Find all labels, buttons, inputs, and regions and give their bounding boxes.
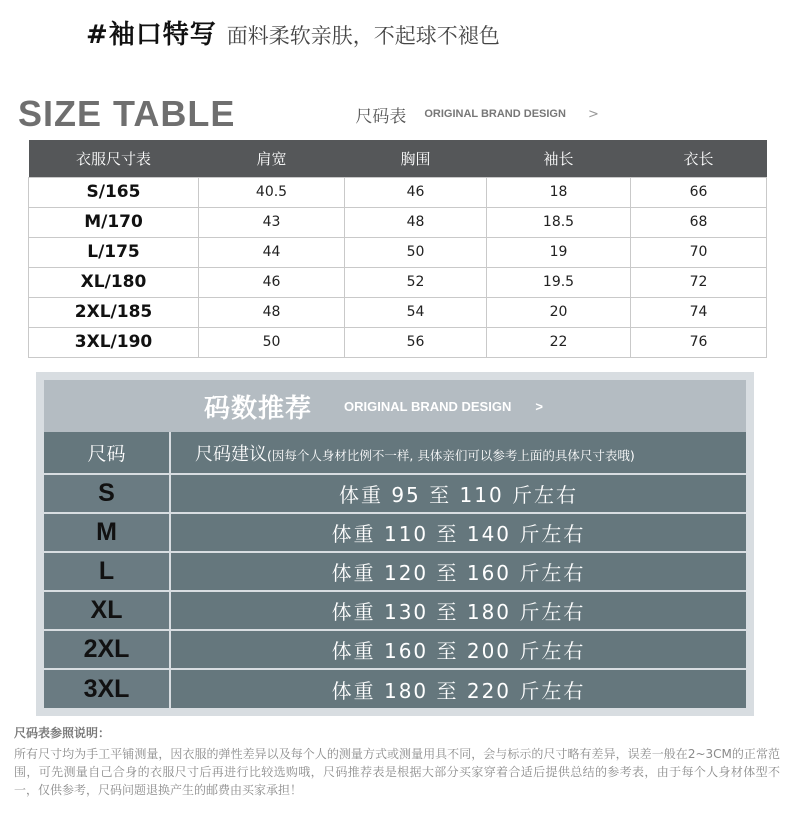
table-row bbox=[29, 297, 767, 327]
table-cell: 68 bbox=[631, 207, 767, 237]
column-header: 肩宽 bbox=[199, 140, 345, 177]
table-row bbox=[44, 513, 746, 552]
table-cell: 56 bbox=[345, 327, 487, 357]
chevron-right-icon: > bbox=[535, 398, 543, 414]
column-header: 袖长 bbox=[487, 140, 631, 177]
size-cell: L bbox=[44, 552, 170, 591]
size-cell: XL bbox=[44, 591, 170, 630]
table-cell: 50 bbox=[345, 237, 487, 267]
recommendation-title: 码数推荐 bbox=[204, 393, 313, 424]
table-cell: 66 bbox=[631, 177, 767, 207]
size-table-brand: ORIGINAL BRAND DESIGN bbox=[424, 108, 566, 120]
table-row bbox=[44, 630, 746, 669]
table-cell: 40.5 bbox=[199, 177, 345, 207]
size-table-title-en: SIZE TABLE bbox=[18, 93, 236, 134]
size-cell: M bbox=[44, 513, 170, 552]
size-table-header-row bbox=[29, 140, 767, 177]
table-row bbox=[29, 327, 767, 357]
weight-range-cell: 体重 120 至 160 斤左右 bbox=[170, 552, 746, 591]
table-cell: 2XL/185 bbox=[29, 297, 199, 327]
table-cell: XL/180 bbox=[29, 267, 199, 297]
recommendation-table bbox=[44, 432, 746, 708]
size-table-heading bbox=[18, 92, 599, 136]
weight-range-cell: 体重 130 至 180 斤左右 bbox=[170, 591, 746, 630]
table-cell: 48 bbox=[199, 297, 345, 327]
notes-title: 尺码表参照说明： bbox=[14, 726, 111, 740]
table-cell: S/165 bbox=[29, 177, 199, 207]
recommendation-heading bbox=[44, 380, 746, 432]
advice-label: 尺码建议 bbox=[195, 443, 267, 465]
table-cell: 3XL/190 bbox=[29, 327, 199, 357]
table-cell: 46 bbox=[345, 177, 487, 207]
table-cell: 70 bbox=[631, 237, 767, 267]
table-cell: 52 bbox=[345, 267, 487, 297]
column-header: 尺码 bbox=[44, 432, 170, 474]
chevron-right-icon: > bbox=[587, 106, 599, 122]
column-header: 衣长 bbox=[631, 140, 767, 177]
table-row bbox=[29, 267, 767, 297]
weight-range-cell: 体重 180 至 220 斤左右 bbox=[170, 669, 746, 708]
table-cell: 20 bbox=[487, 297, 631, 327]
table-cell: M/170 bbox=[29, 207, 199, 237]
size-table bbox=[28, 140, 767, 358]
table-row bbox=[44, 552, 746, 591]
table-cell: 54 bbox=[345, 297, 487, 327]
table-row bbox=[29, 237, 767, 267]
table-cell: 46 bbox=[199, 267, 345, 297]
table-row bbox=[29, 177, 767, 207]
advice-note: (因每个人身材比例不一样, 具体亲们可以参考上面的具体尺寸表哦) bbox=[267, 447, 635, 463]
column-header: 衣服尺寸表 bbox=[29, 140, 199, 177]
table-cell: 44 bbox=[199, 237, 345, 267]
header bbox=[86, 14, 500, 54]
table-cell: 72 bbox=[631, 267, 767, 297]
table-cell: 48 bbox=[345, 207, 487, 237]
column-header: 胸围 bbox=[345, 140, 487, 177]
weight-range-cell: 体重 95 至 110 斤左右 bbox=[170, 474, 746, 513]
weight-range-cell: 体重 110 至 140 斤左右 bbox=[170, 513, 746, 552]
table-cell: 50 bbox=[199, 327, 345, 357]
header-title: #袖口特写 bbox=[86, 20, 217, 50]
notes-body: 所有尺寸均为手工平铺测量，因衣服的弹性差异以及每个人的测量方式或测量用具不同，会与标示的尺寸略有差异，误差一般在2~3CM的正常范围，可先测量自己合身的衣服尺寸后再进行比较选购哦，尺码推荐表是根据大部分买家穿着合适后提供总结的参考表，由于每个人身材体型不一，仅供参考，尺码问题退换产生的邮费由买家承担！ bbox=[14, 747, 780, 797]
table-row bbox=[44, 591, 746, 630]
recommendation-header-row bbox=[44, 432, 746, 474]
table-cell: 76 bbox=[631, 327, 767, 357]
size-cell: S bbox=[44, 474, 170, 513]
size-recommendation-panel bbox=[36, 372, 754, 716]
header-subtitle: 面料柔软亲肤，不起球不褪色 bbox=[226, 24, 500, 48]
table-cell: L/175 bbox=[29, 237, 199, 267]
table-cell: 22 bbox=[487, 327, 631, 357]
size-notes bbox=[14, 724, 780, 799]
weight-range-cell: 体重 160 至 200 斤左右 bbox=[170, 630, 746, 669]
table-cell: 18 bbox=[487, 177, 631, 207]
table-cell: 18.5 bbox=[487, 207, 631, 237]
table-cell: 74 bbox=[631, 297, 767, 327]
table-row bbox=[44, 474, 746, 513]
recommendation-brand: ORIGINAL BRAND DESIGN bbox=[344, 398, 512, 414]
table-row bbox=[44, 669, 746, 708]
size-table-title-cn: 尺码表 bbox=[355, 106, 407, 127]
column-header-advice bbox=[170, 432, 746, 474]
table-cell: 19.5 bbox=[487, 267, 631, 297]
table-row bbox=[29, 207, 767, 237]
size-cell: 3XL bbox=[44, 669, 170, 708]
table-cell: 19 bbox=[487, 237, 631, 267]
size-cell: 2XL bbox=[44, 630, 170, 669]
table-cell: 43 bbox=[199, 207, 345, 237]
